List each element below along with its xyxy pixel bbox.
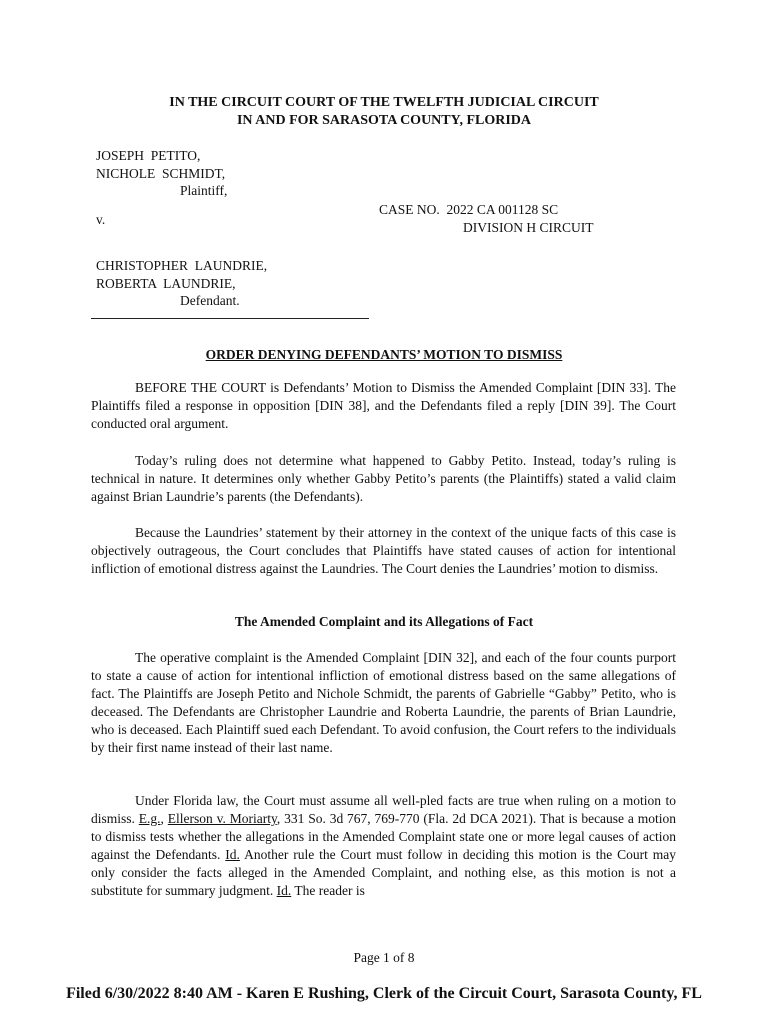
defendant-name-1: CHRISTOPHER LAUNDRIE, (96, 258, 268, 273)
defendant-name-2: ROBERTA LAUNDRIE, (96, 275, 236, 291)
paragraph-2 (91, 452, 676, 506)
paragraph-5 (91, 792, 676, 900)
page-number: Page 1 of 8 (353, 950, 415, 965)
paragraph-4 (91, 649, 676, 757)
paragraph-2-text: Today’s ruling does not determine what happened to Gabby Petito. Instead, today’s ruling is technical in nature. It determines only whether Gabby Petito’s parents (the Plaintiffs) stated a valid claim against Brian Laundrie’s parents (the Defendants). (91, 453, 676, 504)
paragraph-1-text: BEFORE THE COURT is Defendants’ Motion to Dismiss the Amended Complaint [DIN 33]. The Plaintiffs filed a response in opposition [DIN 38], and the Defendants filed a reply [DIN 39]. The Court conducted oral argument. (91, 380, 676, 431)
case-number: CASE NO. 2022 CA 001128 SC (379, 202, 559, 217)
paragraph-5-text-d: Another rule the Court must follow in deciding this motion is the Court may only consider the facts alleged in the Amended Complaint, and nothing else, as this motion is not a substitute for summary judgment. (91, 847, 676, 898)
defendants-block (96, 257, 267, 310)
court-header-line-1: IN THE CIRCUIT COURT OF THE TWELFTH JUDICIAL CIRCUIT (169, 95, 599, 110)
court-header (0, 94, 768, 130)
plaintiff-role: Plaintiff, (180, 183, 228, 198)
court-header-line-2: IN AND FOR SARASOTA COUNTY, FLORIDA (236, 113, 532, 128)
case-division: DIVISION H CIRCUIT (463, 219, 594, 235)
defendant-role: Defendant. (180, 293, 240, 308)
paragraph-1 (91, 379, 676, 433)
paragraph-3-text: Because the Laundries’ statement by their attorney in the context of the unique facts of this case is objectively outrageous, the Court concludes that Plaintiffs have stated causes of action for intentional infliction of emotional distress against the Laundries. The Court denies the Laundries’ motion to dismiss. (91, 525, 676, 576)
paragraph-5-text-b: , (160, 811, 168, 826)
paragraph-4-text: The operative complaint is the Amended Complaint [DIN 32], and each of the four counts purport to state a cause of action for intentional infliction of emotional distress based on the same allegations of fact. The Plaintiffs are Joseph Petito and Nichole Schmidt, the parents of Gabrielle “Gabby” Petito, who is deceased. The Defendants are Christopher Laundrie and Roberta Laundrie, the parents of Brian Laundrie, who is deceased. Each Plaintiff sued each Defendant. To avoid confusion, the Court refers to the individuals by their first name instead of their last name. (91, 650, 676, 755)
paragraph-3 (91, 524, 676, 578)
plaintiffs-block (96, 147, 227, 200)
paragraph-5-text-c: , 331 So. 3d 767, 769-770 (Fla. 2d DCA 2021). That is because a motion to dismiss tests whether the allegations in the Amended Complaint state one or more legal causes of action against the Defendants. (91, 811, 677, 862)
paragraph-5-text-a: Under Florida law, the Court must assume all well-pled facts are true when ruling on a motion to dismiss. (91, 793, 676, 826)
plaintiff-name-2: NICHOLE SCHMIDT, (96, 165, 226, 181)
citation-eg: E.g. (138, 811, 161, 826)
paragraph-5-text-e: The reader is (291, 883, 365, 898)
citation-case-name: Ellerson v. Moriarty (167, 811, 277, 826)
case-number-block (379, 201, 594, 236)
citation-id-1: Id. (225, 847, 240, 862)
plaintiff-name-1: JOSEPH PETITO, (96, 148, 201, 163)
caption-divider-line (91, 318, 369, 319)
citation-id-2: Id. (276, 883, 292, 898)
versus-label: v. (96, 212, 106, 227)
section-subheading: The Amended Complaint and its Allegations of Fact (234, 614, 534, 629)
order-title: ORDER DENYING DEFENDANTS’ MOTION TO DISMISS (205, 347, 563, 362)
filing-stamp: Filed 6/30/2022 8:40 AM - Karen E Rushing, Clerk of the Circuit Court, Sarasota County, FL (66, 985, 702, 1002)
